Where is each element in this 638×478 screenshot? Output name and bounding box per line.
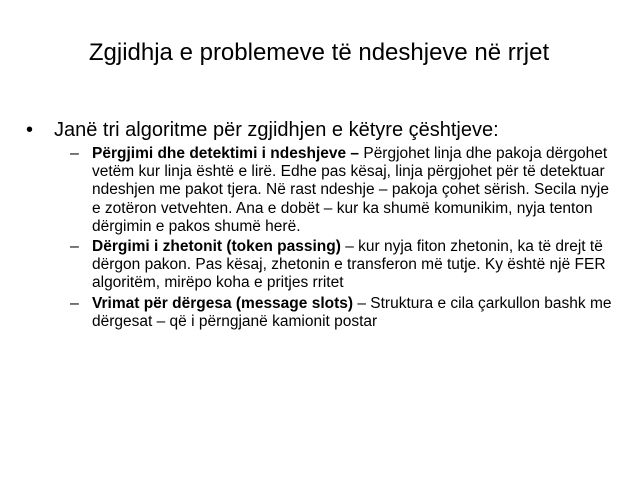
dash-marker: – xyxy=(70,145,79,162)
sub-bullet-message-slots xyxy=(70,295,615,331)
main-bullet-text: Janë tri algoritme për zgjidhjen e këtyre çështjeve: xyxy=(54,119,499,141)
sub-bullet-body: – Struktura e cila çarkullon bashk me dërgesat – që i përngjanë kamionit postar xyxy=(92,294,612,330)
main-bullet xyxy=(26,118,626,142)
sub-bullet-body: Përgjohet linja dhe pakoja dërgohet vetëm kur linja është e lirë. Edhe pas kësaj, linja përgjohet për të detektuar ndeshjen me pakot tjera. Në rast ndeshje – pakoja çohet sërish. Secila nyje e zotëron vetvehten. Ana e dobët – kur ka shumë komunikim, nyja tenton dërgimin e pakos shumë herë. xyxy=(92,145,609,235)
dash-marker: – xyxy=(70,294,79,312)
sub-bullet-bold: Dërgimi i zhetonit (token passing) xyxy=(92,238,341,256)
sub-bullet-text xyxy=(92,295,615,331)
bullet-marker: • xyxy=(26,119,34,141)
sub-bullet-bold: Vrimat për dërgesa (message slots) xyxy=(92,294,354,312)
sub-bullet-token-passing xyxy=(70,238,615,293)
sub-bullet-list xyxy=(70,145,615,333)
sub-bullet-collision-detection xyxy=(70,145,615,236)
sub-bullet-bold: Përgjimi dhe detektimi i ndeshjeve – xyxy=(92,145,360,162)
sub-bullet-body: – kur nyja fiton zhetonin, ka të drejt të dërgon pakon. Pas kësaj, zhetonin e transferon më tutje. Ky është një FER algoritëm, mirëpo koha e pritjes rritet xyxy=(92,238,606,292)
sub-bullet-text xyxy=(92,238,615,293)
slide-title: Zgjidhja e problemeve të ndeshjeve në rrjet xyxy=(88,39,550,66)
sub-bullet-text xyxy=(92,145,615,236)
dash-marker: – xyxy=(70,238,79,256)
